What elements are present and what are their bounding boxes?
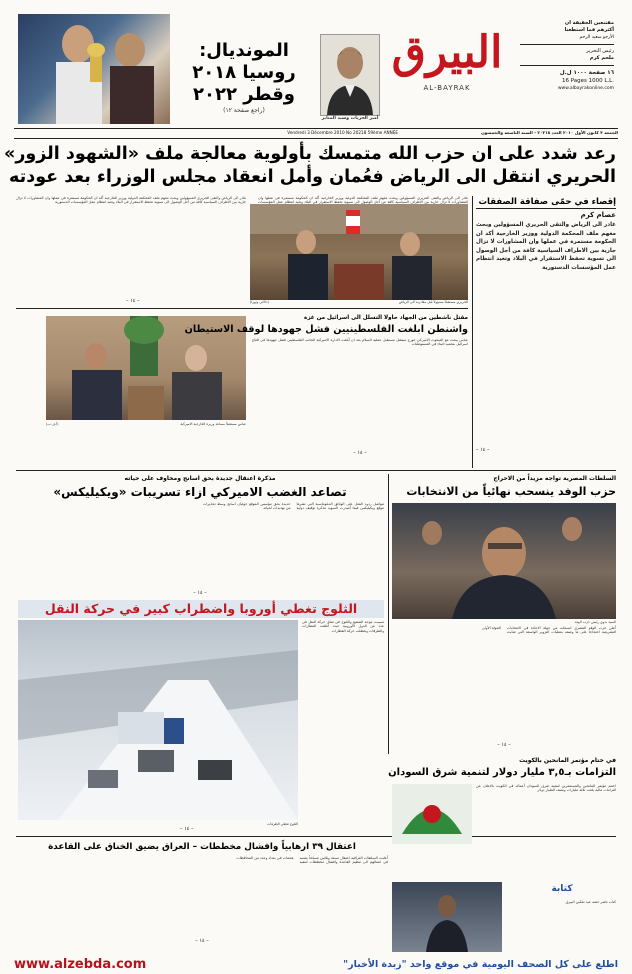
palestine-body	[252, 338, 468, 450]
motto-line-1: مقتنعين الحقيقة ان	[564, 20, 614, 26]
palestine-text: عباس يبحث مع المبعوث الاميركي جورج ميتشل مستقبل عملية السلام بعد ان أبلغت الادارة الاميركية الجانب الفلسطيني فشل جهودها في اقناع اسرائيل بتجميد البناء في المستوطنات	[252, 338, 468, 347]
snow-sig: – ١٤ –	[180, 826, 194, 832]
snow-photo-art	[18, 620, 298, 820]
ad-body	[508, 900, 616, 950]
divider-lead	[16, 308, 468, 309]
sudan-logo	[392, 784, 472, 844]
founder-portrait	[320, 34, 380, 116]
sudan-body	[476, 784, 616, 864]
egypt-kicker: السلطات المصرية تواجه مزيداً من الاحراج	[493, 475, 616, 482]
iraq-story	[16, 840, 388, 956]
editorial-body-text: غادر الى الرياض والتقى الحريري المسؤولين وبحث معهم ملف المحكمة الدولية ووزير الخارجية أكد ان الحكومة مستمرة في عملها وان المشاورات لا تزال جارية بين الاطراف السياسية كافة من أجل الوصول الى تسوية تحفظ الاستقرار في البلاد وتعيد انتظام عمل المؤسسات الدستورية	[476, 222, 616, 271]
palestine-sig: – ١٤ –	[353, 450, 367, 456]
palestine-title: واشنطن ابلغت الفلسطينيين فشل جهودها لوقف الاستيطان	[184, 324, 468, 335]
worldcup-box	[176, 40, 312, 126]
dateline-bar	[14, 128, 618, 139]
masthead	[0, 0, 632, 140]
lead-story-photo-art	[250, 204, 468, 300]
founder-portrait-caption: أمير الحريات وسيد المنابر	[321, 116, 379, 121]
wikileaks-kicker: مذكرة اعتقال جديدة بحق اسانج ومخاوف على حياته	[124, 475, 276, 482]
snow-text: تسببت موجة الصقيع والثلوج في شلل حركة النقل في عدد من الدول الأوروبية حيث أغلقت المطارات والطرقات وتعطلت حركة القطارات	[302, 620, 384, 633]
sudan-kicker: في ختام مؤتمر المانحين بالكويت	[519, 757, 616, 764]
egypt-body	[392, 626, 616, 742]
snow-body	[302, 620, 384, 820]
footer-site: www.alzebda.com	[14, 957, 147, 972]
sudan-title: التزامات بـ٣,٥ مليار دولار لتنمية شرق السودان	[388, 767, 616, 778]
founder-portrait-art	[321, 35, 379, 115]
logo-latin: AL-BAYRAK	[423, 84, 471, 92]
worldcup-title-line3: وقطر ٢٠٢٢	[193, 84, 295, 105]
wikileaks-story	[16, 474, 384, 596]
iraq-body	[16, 856, 388, 938]
lead-story-body-2	[16, 196, 246, 232]
editorial	[476, 196, 616, 468]
dateline-ar: الجمعة ٣ كانون الأول ٢٠١٠ العدد ٢٠٢١٨ - السنة التاسعة والخمسون	[481, 130, 618, 135]
wikileaks-body	[16, 502, 384, 590]
worldcup-title-line2: روسيا ٢٠١٨	[192, 62, 296, 83]
main-headline-line2: الحريري انتقل الى الرياض فعُمان وأمل انعقاد مجلس الوزراء بعد عودته	[9, 167, 616, 187]
pages-price-en: 16 Pages 1000 L.L.	[561, 78, 614, 84]
divider-palestine	[16, 470, 616, 471]
lead-story-photo	[250, 204, 468, 300]
iraq-title: اعتقال ٣٩ ارهابياً وافشال مخططات – العراق يضيق الخناق على القاعدة	[48, 842, 356, 852]
editorial-sig: – ١٤ –	[476, 447, 490, 453]
bottom-photo	[392, 882, 502, 952]
sudan-logo-art	[392, 784, 472, 844]
lead-story-photo-credit: (دالاتي ونهرا)	[250, 300, 269, 304]
palestine-photo-caption: عباس مستقبلاً مساعد وزيرة الخارجية الاميركية	[180, 422, 246, 426]
worldcup-photo	[18, 14, 170, 124]
egypt-text: أعلن حزب الوفد المصري انسحابه من جولة الاعادة في الانتخابات التشريعية احتجاجاً على ما وصفه بعمليات التزوير الواسعة التي شابت الجولة الأولى	[481, 626, 616, 635]
editorial-author: عصام كرم	[580, 211, 616, 219]
sudan-text: اختتم مؤتمر المانحين والمستثمرين لتنمية شرق السودان أعماله في الكويت بالاعلان عن التزامات مالية بلغت ثلاثة مليارات ونصف المليار دولار	[476, 784, 616, 793]
footer-bar	[0, 956, 632, 974]
iraq-sig: – ١٤ –	[195, 938, 209, 944]
egypt-sig: – ١٤ –	[497, 742, 511, 748]
egypt-title: حزب الوفد ينسحب نهائياً من الانتخابات	[406, 485, 616, 498]
egypt-story	[392, 474, 616, 754]
lead-story-text-2: غادر الى الرياض والتقى الحريري المسؤولين وبحث معهم ملف المحكمة الدولية ووزير الخارجية أكد ان الحكومة مستمرة في عملها وان المشاورات لا تزال جارية بين الاطراف السياسية كافة من أجل الوصول الى تسوية تحفظ الاستقرار في البلاد وتعيد انتظام عمل المؤسسات الدستورية	[16, 196, 246, 205]
palestine-photo-credit: (أ.ف.ب)	[46, 422, 59, 426]
info-rule-2	[520, 65, 614, 66]
editorial-body	[476, 221, 616, 447]
snow-photo	[18, 620, 298, 820]
snow-banner	[18, 600, 384, 618]
ad-title: كتابة	[551, 884, 573, 894]
snow-photo-caption: الثلوج تغطي الطرقات	[267, 822, 298, 826]
egypt-photo-art	[392, 503, 616, 619]
lead-story-sig: – ١٤ –	[126, 298, 140, 304]
sudan-story	[388, 756, 616, 876]
snow-title: الثلوج تغطي أوروبا واضطراب كبير في حركة النقل	[44, 601, 358, 616]
motto-line-2: أكثرهم فما استطعنا	[564, 27, 614, 33]
wikileaks-text: تتواصل ردود الفعل على الوثائق الدبلوماسية التي نشرها موقع ويكيليكس فيما أصدرت السويد مذكرة توقيف دولية جديدة بحق مؤسس الموقع جوليان اسانج وسط تحذيرات من تهديدات لحياته	[203, 502, 384, 511]
editorial-kicker: إقصاء في حمّى صفاقة الصفقات	[476, 196, 616, 209]
dateline-fr: Vendredi 3 Décembre 2010 No 20218 59ème ANNÉE	[287, 130, 398, 135]
wikileaks-title: تصاعد الغضب الاميركي ازاء تسريبات «ويكيليكس»	[53, 485, 347, 499]
iraq-text: أعلنت السلطات العراقية اعتقال تسعة وثلاثين مسلحاً يشتبه في انتمائهم الى تنظيم القاعدة وافشال مخططات لتنفيذ هجمات في بغداد وعدد من المحافظات	[236, 856, 388, 865]
egypt-photo-caption: السيد بدوي رئيس حزب الوفد	[574, 620, 616, 624]
motto-line-3: الأرجو سعيد الرحم	[579, 35, 614, 40]
logo-arabic: البيرق	[391, 27, 503, 78]
main-headline-line1: رعد شدد على ان حزب الله متمسك بأولوية معالجة ملف «الشهود الزور»	[4, 144, 616, 164]
ad-text: كتاب ناشر حتمه عيد تمكين البيرق	[565, 900, 616, 904]
palestine-kicker: مقتل ناشطين من الجهاد حاولا التسلل الى اسرائيل من غزة	[304, 315, 468, 321]
bottom-right-box	[392, 880, 616, 956]
worldcup-page-ref: (راجع صفحة ١٢)	[223, 107, 265, 114]
divider-egypt	[388, 474, 389, 754]
pages-price-ar: ١٦ صفحة ١٠٠٠ ل.ل	[559, 70, 614, 76]
wikileaks-sig: – ١٤ –	[193, 590, 207, 596]
lead-story-text: غادر الى الرياض والتقى الحريري المسؤولين وبحث معهم ملف المحكمة الدولية ووزير الخارجية أكد ان الحكومة مستمرة في عملها وان المشاورات لا تزال جارية بين الاطراف السياسية كافة من أجل الوصول الى تسوية تحفظ الاستقرار في البلاد وتعيد انتظام عمل المؤسسات	[258, 196, 468, 205]
worldcup-title-line1: المونديال:	[199, 40, 289, 61]
egypt-photo	[392, 503, 616, 619]
info-rule-1	[520, 44, 614, 45]
masthead-logo	[388, 22, 506, 102]
bottom-photo-art	[392, 882, 502, 952]
editor-label: رئيس التحرير	[586, 48, 614, 54]
masthead-info	[520, 20, 614, 126]
editor-name: ملحم كرم	[589, 55, 614, 61]
website: www.albayrakonline.com	[557, 86, 614, 91]
worldcup-photo-art	[18, 14, 170, 124]
divider-editorial	[472, 196, 473, 468]
footer-slogan: اطلع على كل الصحف اليومية في موقع واحد "زبدة الأخبار"	[343, 959, 618, 970]
lead-story-photo-caption: الحريري مستقبلاً مسؤولاً قبل مغادرته الى الرياض	[398, 300, 468, 304]
